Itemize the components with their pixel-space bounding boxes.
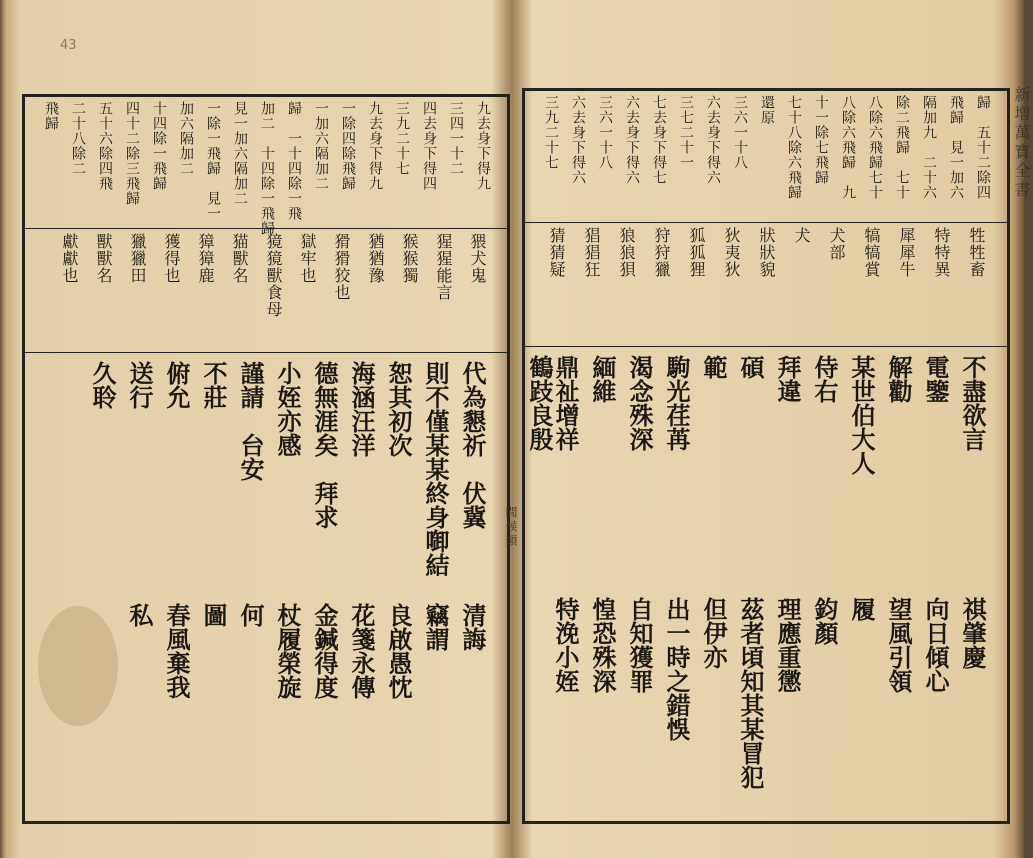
dict-column: 猫獸名 [230, 233, 249, 284]
calc-column: 三六一十八 [597, 95, 613, 170]
right-frame [522, 88, 1010, 824]
calc-column: 三六一十八 [732, 95, 748, 170]
main-text-column: 不莊 [199, 361, 228, 409]
calc-column: 飛歸 [43, 101, 59, 131]
dict-column: 猖猖狂 [582, 227, 601, 278]
main-text-column: 杖履榮旋 [273, 603, 302, 699]
right-main-text [525, 347, 1007, 821]
calc-column: 隔加九 二十六 [921, 95, 937, 200]
calc-column: 十四除一飛歸 [151, 101, 167, 191]
calc-column: 歸 一十四除一飛 [286, 101, 302, 221]
main-text-column: 茲者頃知其某冒犯 [736, 597, 765, 789]
main-text-column: 範 [699, 355, 728, 379]
main-text-column: 某世伯大人 [847, 355, 876, 475]
calc-column: 五十六除四飛 [97, 101, 113, 191]
calc-column: 加六隔加二 [178, 101, 194, 176]
main-text-column: 何 [236, 603, 265, 627]
left-frame [22, 94, 510, 824]
calc-column: 四去身下得四 [421, 101, 437, 191]
calc-column: 一除四除飛歸 [340, 101, 356, 191]
dict-column: 犀犀牛 [897, 227, 916, 278]
main-text-column: 竊謂 [421, 603, 450, 651]
main-text-column: 則不僅某某終身啣結 [421, 361, 450, 577]
calc-column: 三四一十二 [448, 101, 464, 176]
main-text-column: 自知獲罪 [625, 597, 654, 693]
dict-column: 猾猾狡也 [332, 233, 351, 301]
dict-column: 狩狩獵 [652, 227, 671, 278]
calc-column: 加二 十四除一飛歸 [259, 101, 275, 236]
main-text-column: 花箋永傳 [347, 603, 376, 699]
book-title: 新增萬寶全書 [1012, 86, 1031, 200]
main-text-column: 理應重懲 [773, 597, 802, 693]
dict-column: 猥犬鬼 [468, 233, 487, 284]
main-text-column: 良啟愚忱 [384, 603, 413, 699]
dict-column: 狀狀貌 [757, 227, 776, 278]
margin-title: 間候類 [504, 506, 518, 548]
pencil-note: 43 [60, 38, 77, 53]
main-text-column: 春風棄我 [162, 603, 191, 699]
calc-column: 還原 [759, 95, 775, 125]
calc-column: 一除一飛歸 見一 [205, 101, 221, 221]
main-text-column: 駒光荏苒 [662, 355, 691, 451]
main-text-column: 清誨 [458, 603, 487, 651]
dict-column: 獻獻也 [60, 233, 79, 284]
main-text-column: 碩 [736, 355, 765, 379]
right-calc-band [525, 91, 1007, 223]
dict-column: 猩猩能言 [434, 233, 453, 301]
main-text-column: 俯允 [162, 361, 191, 409]
dict-column: 猴猴獨 [400, 233, 419, 284]
calc-column: 七十八除六飛歸 [786, 95, 802, 200]
calc-column: 一加六隔加二 [313, 101, 329, 191]
dict-column: 狼狼狽 [617, 227, 636, 278]
dict-column: 狄夷狄 [722, 227, 741, 278]
calc-column: 飛歸 見一加六 [948, 95, 964, 200]
calc-column: 四十二除三飛歸 [124, 101, 140, 206]
calc-column: 六去身下得六 [570, 95, 586, 185]
dict-column: 特特異 [932, 227, 951, 278]
left-dict-band [25, 229, 507, 353]
calc-column: 除二飛歸 七十 [894, 95, 910, 200]
calc-column: 六去身下得六 [624, 95, 640, 185]
calc-column: 八除六飛歸 九 [840, 95, 856, 200]
main-text-column: 圖 [199, 603, 228, 627]
main-text-column: 渴念殊深 [625, 355, 654, 451]
main-text-column: 解勸 [884, 355, 913, 403]
main-text-column: 望風引領 [884, 597, 913, 693]
dict-column: 獐獐鹿 [196, 233, 215, 284]
dict-column: 猶猶豫 [366, 233, 385, 284]
main-text-column: 電鑒 [921, 355, 950, 403]
dict-column: 獸獸名 [94, 233, 113, 284]
dict-column: 獵獵田 [128, 233, 147, 284]
left-main-text [25, 353, 507, 821]
main-text-column: 謹請 台安 [236, 361, 265, 481]
left-page [8, 6, 518, 846]
right-page [518, 6, 1031, 846]
dict-column: 牲牲畜 [967, 227, 986, 278]
left-calc-band [25, 97, 507, 236]
main-text-column: 代為懇祈 伏冀 [458, 361, 487, 529]
main-text-column: 海涵汪洋 [347, 361, 376, 457]
main-text-column: 祺肇慶 [958, 597, 987, 669]
main-text-column: 向日傾心 [921, 597, 950, 693]
main-text-column: 鼎祉增祥 [551, 355, 580, 451]
main-text-column: 侍右 [810, 355, 839, 403]
main-text-column: 鈞顏 [810, 597, 839, 645]
main-text-column: 久聆 [88, 361, 117, 409]
calc-column: 七去身下得七 [651, 95, 667, 185]
main-text-column: 私 [125, 603, 154, 627]
calc-column: 九去身下得九 [475, 101, 491, 191]
dict-column: 獍獍獸食母 [264, 233, 283, 318]
dict-column: 猜猜疑 [547, 227, 566, 278]
main-text-column: 緬維 [588, 355, 617, 403]
main-text-column: 送行 [125, 361, 154, 409]
main-text-column: 特浼小姪 [551, 597, 580, 693]
calc-column: 十一除七飛歸 [813, 95, 829, 185]
calc-column: 歸 五十二除四 [975, 95, 991, 200]
main-text-column: 恕其初次 [384, 361, 413, 457]
main-text-column: 惶恐殊深 [588, 597, 617, 693]
dict-column: 獄牢也 [298, 233, 317, 284]
dict-column: 獲得也 [162, 233, 181, 284]
main-text-column: 德無涯矣 拜求 [310, 361, 339, 529]
calc-column: 三九二十七 [543, 95, 559, 170]
calc-column: 六去身下得六 [705, 95, 721, 185]
main-text-column: 出一時之錯悞 [662, 597, 691, 741]
main-text-column: 鶴跂良殷 [525, 355, 554, 451]
main-text-column: 小姪亦感 [273, 361, 302, 457]
main-text-column: 履 [847, 597, 876, 621]
main-text-column: 但伊亦 [699, 597, 728, 669]
right-dict-band [525, 223, 1007, 347]
calc-column: 二十八除二 [70, 101, 86, 176]
main-text-column: 不盡欲言 [958, 355, 987, 451]
main-text-column: 金鍼得度 [310, 603, 339, 699]
dict-column: 狐狐狸 [687, 227, 706, 278]
dict-column: 犬 [792, 227, 811, 244]
dict-column: 犬部 [827, 227, 846, 261]
calc-column: 九去身下得九 [367, 101, 383, 191]
calc-column: 三七二十一 [678, 95, 694, 170]
calc-column: 八除六飛歸七十 [867, 95, 883, 200]
calc-column: 三九二十七 [394, 101, 410, 176]
calc-column: 見一加六隔加二 [232, 101, 248, 206]
main-text-column: 拜違 [773, 355, 802, 403]
dict-column: 犒犒賞 [862, 227, 881, 278]
